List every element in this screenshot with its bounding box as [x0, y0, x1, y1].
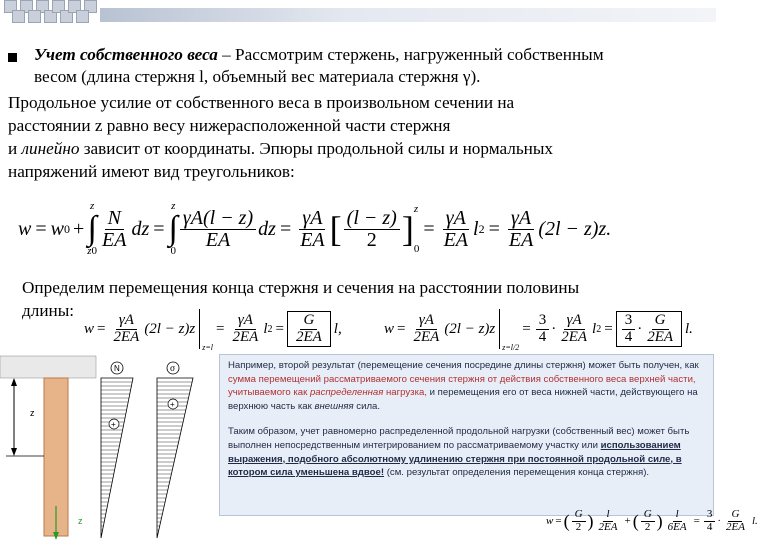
- note-text: Таким образом, учет равномерно распределенной продольной нагрузки (собственный вес) может быть выполнен непосредственным интегрированием по рассматриваемому участку или: [228, 426, 690, 451]
- fraction-numerator: γA: [443, 208, 469, 230]
- note-text: и перемещения его от веса нижней части, действующего на верхнюю часть как: [228, 387, 698, 412]
- decorative-header: [0, 0, 720, 32]
- integral-limit: 0: [91, 245, 98, 257]
- fraction-numerator: γA: [116, 313, 137, 330]
- formula-symbol: =: [279, 217, 292, 240]
- formula-symbol: l: [592, 320, 597, 337]
- intro-line-4: расстоянии z равно весу нижерасположенной части стержня: [8, 116, 451, 135]
- section2-line-1: Определим перемещения конца стержня и сечения на расстоянии половины: [22, 278, 580, 297]
- bar-limit: z: [413, 203, 419, 215]
- formula-symbol: +: [624, 515, 631, 527]
- note-highlight: сумма перемещений рассматриваемого сечения стержня от действия собственного веса верхней части, учитываемого как: [228, 373, 696, 399]
- intro-line-2: весом (длина стержня l, объемный вес материала стержня γ).: [34, 67, 481, 86]
- fraction: [723, 509, 748, 533]
- bar-limit: 0: [413, 243, 420, 255]
- fraction-denominator: EA: [102, 228, 127, 251]
- fraction: [441, 208, 471, 251]
- fraction-numerator: 3: [622, 313, 636, 330]
- evaluation-limit: z=l: [202, 343, 214, 352]
- fraction-numerator: G: [300, 313, 317, 330]
- fraction-denominator: EA: [508, 228, 534, 251]
- formula-symbol: l: [263, 320, 268, 337]
- section2-line-2: длины:: [22, 301, 75, 320]
- fraction-numerator: γA(l − z): [180, 208, 256, 230]
- header-square: [28, 10, 41, 23]
- intro-text: зависит от координаты. Эпюры продольной силы и нормальных: [79, 139, 554, 158]
- formula-symbol: dz: [131, 217, 150, 240]
- formula-symbol: l: [473, 217, 479, 240]
- note-text: (см. результат определения перемещения конца стержня).: [384, 467, 650, 479]
- header-square: [12, 10, 25, 23]
- note-highlight: распределенная: [309, 387, 384, 399]
- fraction: [704, 509, 716, 533]
- fraction-numerator: γA: [508, 208, 534, 230]
- fraction-denominator: 2EA: [113, 328, 140, 345]
- fraction-denominator: 4: [538, 328, 547, 345]
- note-emphasis: внешняя: [314, 400, 354, 412]
- fraction-denominator: 2EA: [598, 520, 618, 533]
- formula-symbol: =: [275, 320, 284, 337]
- integral-limit: z: [90, 200, 95, 212]
- fraction: [180, 208, 256, 251]
- formula-symbol: ·: [637, 320, 643, 337]
- bullet-icon: [8, 53, 17, 62]
- fraction-denominator: 2: [644, 520, 651, 533]
- fraction-denominator: 4: [624, 328, 633, 345]
- formula-end-displacement: [84, 304, 342, 354]
- formula-symbol: =: [423, 217, 435, 240]
- fraction: [572, 509, 586, 533]
- formula-symbol: l.: [685, 320, 693, 337]
- formula-mid-displacement: [384, 304, 693, 354]
- fraction-denominator: 2: [366, 228, 377, 251]
- fraction: [110, 313, 142, 346]
- fraction-denominator: 6EA: [667, 520, 687, 533]
- plus-label: +: [170, 400, 175, 409]
- formula-symbol: (2l − z)z.: [538, 217, 612, 240]
- fraction: [293, 313, 325, 346]
- fraction-numerator: G: [572, 509, 586, 522]
- sigma-diagram-label: σ: [170, 364, 176, 373]
- note-paragraph-2: [228, 425, 705, 479]
- fraction-numerator: G: [728, 509, 742, 522]
- integral-limit: 0: [170, 245, 176, 257]
- note-bold: использованием выражения, подобного абсолютному удлинению стержня при постоянной продольной силе, в котором сила уменьшена вдвое!: [228, 439, 682, 479]
- result-box: [616, 311, 682, 348]
- formula-symbol: =: [216, 320, 225, 337]
- result-box: [287, 311, 331, 348]
- support-ceiling: [0, 356, 96, 378]
- formula-symbol: =: [522, 320, 531, 337]
- fraction: [665, 509, 690, 533]
- formula-symbol: =: [153, 217, 165, 240]
- note-text: сила.: [353, 400, 381, 412]
- fraction-denominator: 4: [706, 520, 713, 533]
- fraction: [596, 509, 621, 533]
- fraction-numerator: 3: [536, 313, 550, 330]
- formula-subscript: 0: [63, 221, 70, 236]
- intro-line-6: напряжений имеют вид треугольников:: [8, 162, 295, 181]
- formula-symbol: =: [604, 320, 613, 337]
- integral-sign: z ∫ z0: [87, 200, 98, 257]
- fraction: [641, 509, 655, 533]
- note-box: [219, 354, 714, 516]
- formula-superscript: 2: [478, 221, 485, 236]
- intro-emphasis: линейно: [21, 139, 80, 158]
- fraction-numerator: l: [603, 509, 612, 522]
- formula-symbol: (2l − z)z: [444, 320, 496, 337]
- fraction-numerator: 3: [704, 509, 716, 522]
- fraction-denominator: 2EA: [561, 328, 588, 345]
- formula-symbol: =: [35, 217, 47, 240]
- note-paragraph-1: [228, 359, 705, 413]
- fraction-denominator: EA: [205, 228, 231, 251]
- formula-symbol: w: [84, 320, 95, 337]
- intro-line-3: Продольное усилие от собственного веса в произвольном сечении на: [8, 93, 515, 112]
- intro-text: – Рассмотрим стержень, нагруженный собственным: [217, 45, 604, 64]
- main-formula: w = w 0 + z ∫ z0 $\frac{N}{EA}$ dz = z ∫ 0 $\frac{\gamma A(l - z)}{EA}$ dz = $\frac{\gamma A}{EA}$ [ $\frac{(l - z)}{2}$ ] z 0 = $\frac{\gamma A}{EA}$ l 2 = $\frac{\gamma A}{EA}$ (2l − z)z.: [18, 200, 612, 257]
- note-text: Например, второй результат (перемещение сечения посредине длины стержня) может быть получен, как: [228, 360, 699, 371]
- formula-symbol: =: [97, 320, 106, 337]
- formula-symbol: w: [546, 515, 554, 527]
- fraction: [644, 313, 676, 346]
- fraction: [410, 313, 442, 346]
- formula-symbol: =: [555, 515, 562, 527]
- formula-superscript: 2: [267, 323, 273, 335]
- formula-symbol: w: [50, 217, 64, 240]
- formula-symbol: w: [384, 320, 395, 337]
- fraction: [229, 313, 261, 346]
- arrow-icon: [11, 448, 17, 456]
- fraction-numerator: N: [105, 208, 124, 230]
- intro-line-5: [8, 138, 553, 160]
- arrow-icon: [11, 378, 17, 386]
- fraction: [99, 208, 129, 251]
- fraction-denominator: 2EA: [232, 328, 259, 345]
- fraction: [622, 313, 636, 346]
- header-strip: [100, 8, 716, 22]
- formula-symbol: +: [72, 217, 85, 240]
- fraction: [344, 208, 400, 251]
- bullet-title: Учет собственного веса: [34, 45, 218, 64]
- formula-symbol: (2l − z)z: [144, 320, 196, 337]
- intro-line-1: [34, 44, 604, 66]
- fraction: [558, 313, 590, 346]
- bar-limits: [414, 203, 420, 255]
- fraction-denominator: EA: [443, 228, 469, 251]
- evaluation-limit: z=l/2: [502, 343, 520, 352]
- integral-sign: z ∫ 0: [168, 200, 178, 257]
- fraction-numerator: G: [652, 313, 669, 330]
- fraction-numerator: (l − z): [344, 208, 400, 230]
- formula-symbol: ·: [551, 320, 557, 337]
- z-axis-label: z: [78, 516, 83, 526]
- fraction-numerator: γA: [416, 313, 437, 330]
- n-diagram-label: N: [114, 364, 120, 373]
- note-highlight: нагрузка,: [383, 387, 427, 399]
- rod-diagram: [0, 356, 216, 540]
- fraction: [536, 313, 550, 346]
- formula-superscript: 2: [596, 323, 602, 335]
- formula-symbol: =: [488, 217, 500, 240]
- fraction-numerator: l: [673, 509, 682, 522]
- formula-symbol: w: [18, 217, 32, 240]
- formula-symbol: ·: [717, 515, 721, 527]
- fraction-denominator: 2EA: [413, 328, 440, 345]
- fraction-numerator: γA: [235, 313, 256, 330]
- header-square: [76, 10, 89, 23]
- formula-symbol: l,: [333, 320, 342, 337]
- formula-symbol: l.: [751, 515, 758, 527]
- integral-limit: z: [171, 200, 176, 212]
- fraction-denominator: 2EA: [295, 328, 322, 345]
- formula-symbol: =: [397, 320, 406, 337]
- fraction: [297, 208, 327, 251]
- fraction-numerator: γA: [299, 208, 325, 230]
- fraction-denominator: 2: [575, 520, 582, 533]
- integral-limit: z: [87, 245, 92, 257]
- fraction-denominator: 2EA: [725, 520, 745, 533]
- fraction-numerator: γA: [564, 313, 585, 330]
- note-formula: w = ( $\frac{G}{2}$ ) $\frac{l}{2EA}$ + ( $\frac{G}{2}$ ) $\frac{l}{6EA}$ = $\frac{3}{4}$ · $\frac{G}{2EA}$ l.: [546, 507, 758, 533]
- formula-symbol: =: [693, 515, 700, 527]
- formula-symbol: dz: [258, 217, 276, 240]
- fraction: [506, 208, 536, 251]
- plus-label: +: [111, 420, 116, 429]
- z-label: z: [30, 408, 35, 418]
- fraction-numerator: G: [641, 509, 655, 522]
- intro-text: и: [8, 139, 22, 158]
- fraction-denominator: EA: [300, 228, 325, 251]
- fraction-denominator: 2EA: [647, 328, 674, 345]
